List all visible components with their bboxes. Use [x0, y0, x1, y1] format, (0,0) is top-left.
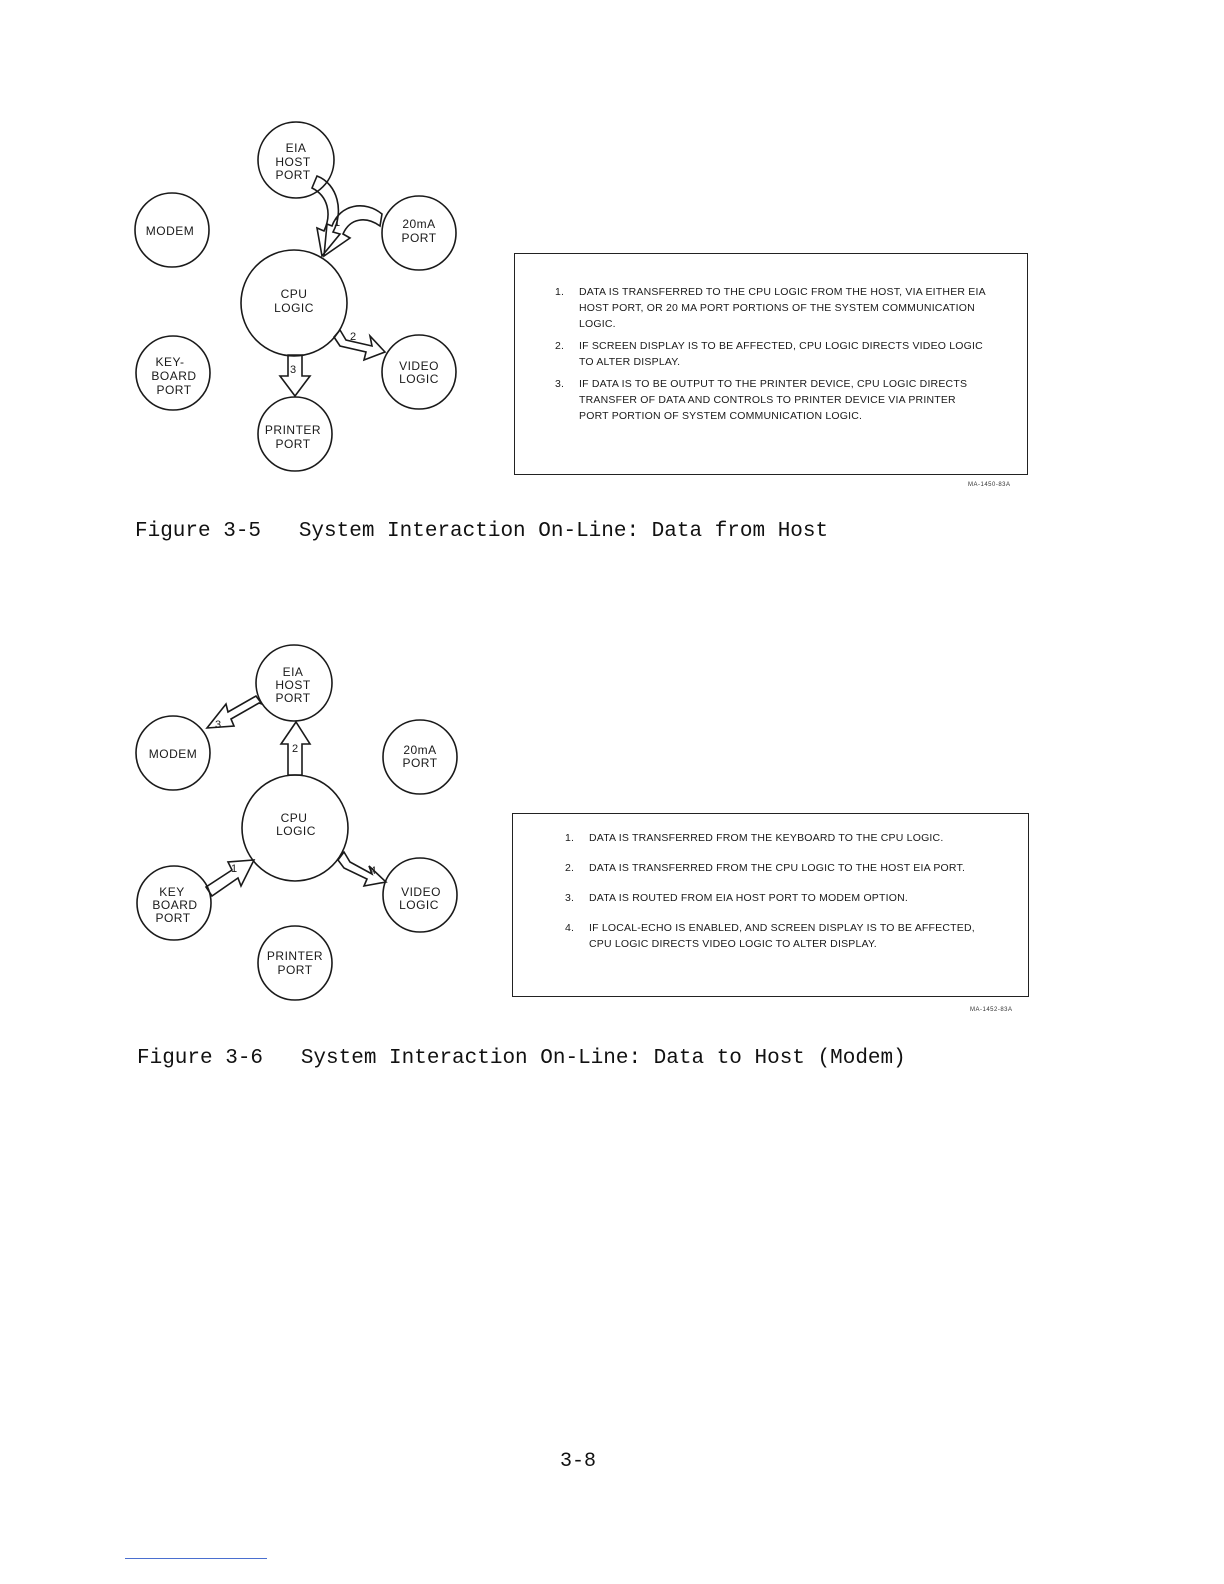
keyboard-label-2: BOARD — [151, 369, 197, 383]
eia-label-1: EIA — [282, 665, 304, 679]
video-label-2: LOGIC — [399, 898, 439, 912]
keyboard-label-3: PORT — [155, 911, 191, 925]
arrow-number-2: 2 — [291, 743, 299, 755]
figure-3-6-caption: Figure 3-6 System Interaction On-Line: Data to Host (Modem) — [137, 1047, 906, 1070]
figure-3-5-caption: Figure 3-5 System Interaction On-Line: Data from Host — [135, 520, 829, 543]
video-label-2: LOGIC — [399, 372, 439, 386]
figure-3-5 — [0, 0, 1224, 560]
note-item: 2. DATA IS TRANSFERRED FROM THE CPU LOGIC TO THE HOST EIA PORT. — [565, 862, 966, 874]
note-item: 2. IF SCREEN DISPLAY IS TO BE AFFECTED, CPU LOGIC DIRECTS VIDEO LOGIC TO ALTER DISPLAY. — [555, 340, 983, 368]
keyboard-label-1: KEY — [159, 885, 185, 899]
arrow-number-3: 3 — [214, 719, 222, 731]
ma-label-1: 20mA — [403, 743, 437, 757]
ma-label-1: 20mA — [402, 217, 436, 231]
cpu-label-2: LOGIC — [276, 824, 316, 838]
arrow-2 — [334, 330, 385, 360]
figure-3-5-code: MA-1450-83A — [968, 482, 1011, 488]
keyboard-label-3: PORT — [156, 383, 192, 397]
ma-label-2: PORT — [401, 231, 437, 245]
note-item: 1. DATA IS TRANSFERRED FROM THE KEYBOARD TO THE CPU LOGIC. — [565, 832, 944, 844]
figure-3-6-code: MA-1452-83A — [970, 1007, 1013, 1013]
ma-label-2: PORT — [402, 756, 438, 770]
cpu-label-1: CPU — [280, 287, 308, 301]
cpu-label-1: CPU — [280, 811, 308, 825]
note-item: 3. DATA IS ROUTED FROM EIA HOST PORT TO MODEM OPTION. — [565, 892, 909, 904]
eia-label-2: HOST — [275, 155, 311, 169]
arrow-number-1: 1 — [333, 217, 341, 229]
keyboard-label-2: BOARD — [152, 898, 198, 912]
note-item: 3. IF DATA IS TO BE OUTPUT TO THE PRINTER DEVICE, CPU LOGIC DIRECTS TRANSFER OF DATA AND CONTROLS TO PRINTER DEVICE VIA PRINTER PORT PORTION OF SYSTEM COMMUNICATION LOGIC. — [555, 378, 968, 422]
arrow-number-2: 2 — [349, 331, 357, 343]
eia-label-3: PORT — [275, 691, 311, 705]
arrow-1-eia — [312, 176, 340, 256]
printer-label-2: PORT — [277, 963, 313, 977]
modem-label: MODEM — [148, 747, 198, 761]
page-number: 3-8 — [560, 1450, 597, 1473]
video-label-1: VIDEO — [399, 359, 439, 373]
eia-label-1: EIA — [285, 141, 307, 155]
modem-label: MODEM — [145, 224, 195, 238]
eia-label-2: HOST — [275, 678, 311, 692]
arrow-number-3: 3 — [289, 364, 297, 376]
cpu-label-2: LOGIC — [274, 301, 314, 315]
arrow-number-4: 4 — [369, 865, 377, 877]
arrow-4 — [338, 852, 386, 886]
printer-label-1: PRINTER — [264, 423, 322, 437]
figure-3-5-notes — [514, 253, 1028, 475]
video-label-1: VIDEO — [401, 885, 441, 899]
printer-label-1: PRINTER — [266, 949, 324, 963]
figure-3-6 — [0, 630, 1224, 1090]
arrow-number-1: 1 — [230, 863, 238, 875]
note-item: 4. IF LOCAL-ECHO IS ENABLED, AND SCREEN DISPLAY IS TO BE AFFECTED, CPU LOGIC DIRECTS VIDEO LOGIC TO ALTER DISPLAY. — [565, 922, 975, 950]
note-item: 1. DATA IS TRANSFERRED TO THE CPU LOGIC FROM THE HOST, VIA EITHER EIA HOST PORT, OR 20 MA PORT PORTIONS OF THE SYSTEM COMMUNICATION LOGIC. — [555, 286, 986, 330]
printer-label-2: PORT — [275, 437, 311, 451]
figure-3-6-notes — [512, 813, 1029, 997]
keyboard-label-1: KEY- — [155, 355, 185, 369]
footer-rule — [125, 1558, 267, 1559]
eia-label-3: PORT — [275, 168, 311, 182]
